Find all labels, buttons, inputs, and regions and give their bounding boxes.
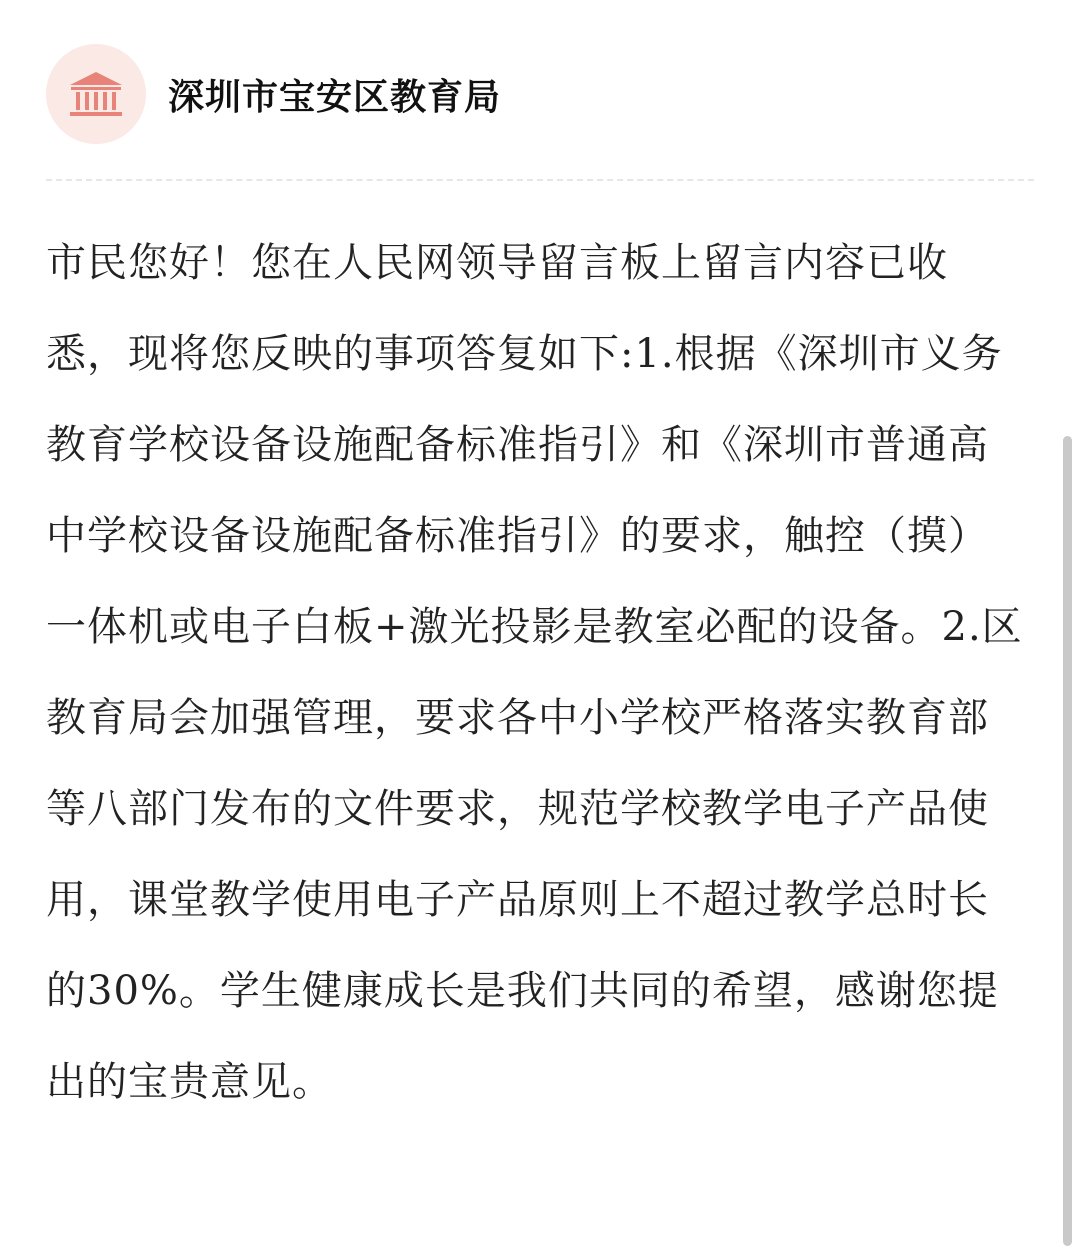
government-building-icon bbox=[67, 69, 125, 119]
reply-text: 市民您好！您在人民网领导留言板上留言内容已收悉，现将您反映的事项答复如下:1.根据《深圳市义务教育学校设备设施配备标准指引》和《深圳市普通高中学校设备设施配备标准指引》的要求，触控（摸）一体机或电子白板+激光投影是教室必配的设备。2.区教育局会加强管理，要求各中小学校严格落实教育部等八部门发布的文件要求，规范学校教学电子产品使用，课堂教学使用电子产品原则上不超过教学总时长的30%。学生健康成长是我们共同的希望，感谢您提出的宝贵意见。 bbox=[46, 240, 1023, 1105]
org-name[interactable]: 深圳市宝安区教育局 bbox=[168, 76, 502, 118]
avatar[interactable] bbox=[46, 44, 146, 144]
scrollbar[interactable] bbox=[1063, 436, 1072, 1246]
divider bbox=[46, 179, 1034, 181]
header bbox=[46, 44, 501, 144]
